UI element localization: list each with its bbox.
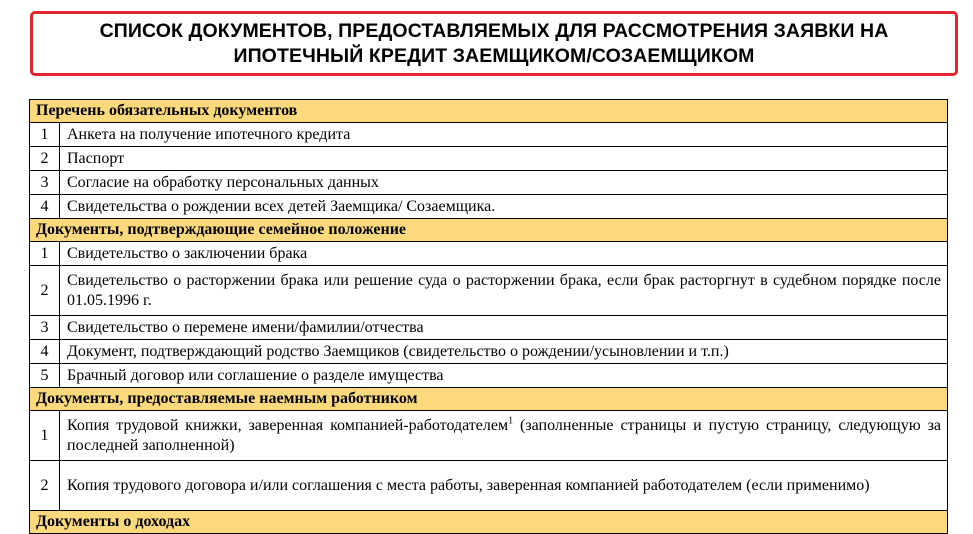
row-text: Паспорт [60,147,948,171]
row-text-part: (заполненные страницы и пустую страницу, следующую за последней заполненной) [67,416,941,454]
row-number: 2 [30,147,60,171]
section-heading: Документы о доходах [30,511,948,534]
table-row [30,171,948,195]
documents-table [29,99,948,534]
row-number: 4 [30,195,60,219]
row-number: 2 [30,266,60,316]
row-number: 2 [30,461,60,511]
row-text: Документ, подтверждающий родство Заемщиков (свидетельство о рождении/усыновлении и т.п.) [60,340,948,364]
section-heading: Документы, подтверждающие семейное положение [30,219,948,242]
table-row [30,266,948,316]
row-text: Анкета на получение ипотечного кредита [60,123,948,147]
row-text: Свидетельство о перемене имени/фамилии/отчества [60,316,948,340]
document-title-box [30,11,958,76]
row-number: 3 [30,316,60,340]
document-title-line-2: ИПОТЕЧНЫЙ КРЕДИТ ЗАЕМЩИКОМ/СОЗАЕМЩИКОМ [233,44,755,67]
row-text: Свидетельства о рождении всех детей Заемщика/ Созаемщика. [60,195,948,219]
row-number: 3 [30,171,60,195]
row-text: Свидетельство о заключении брака [60,242,948,266]
table-row [30,242,948,266]
section-header-family-status [30,219,948,242]
row-number: 1 [30,411,60,461]
row-text: Копия трудового договора и/или соглашения с места работы, заверенная компанией работодателем (если применимо) [60,461,948,511]
row-text: Брачный договор или соглашение о разделе имущества [60,364,948,388]
section-header-employee [30,388,948,411]
row-text-part: Копия трудовой книжки, заверенная компанией-работодателем [67,416,509,434]
table-row [30,364,948,388]
section-heading: Перечень обязательных документов [30,100,948,123]
table-row [30,147,948,171]
section-header-mandatory [30,100,948,123]
table-row [30,316,948,340]
document-title-line-1: СПИСОК ДОКУМЕНТОВ, ПРЕДОСТАВЛЯЕМЫХ ДЛЯ РАССМОТРЕНИЯ ЗАЯВКИ НА [99,19,889,42]
row-number: 4 [30,340,60,364]
section-header-income [30,511,948,534]
footnote-marker: 1 [508,415,514,427]
table-row [30,411,948,461]
section-heading: Документы, предоставляемые наемным работником [30,388,948,411]
row-text: Согласие на обработку персональных данных [60,171,948,195]
document-title [100,19,889,69]
row-number: 5 [30,364,60,388]
table-row [30,123,948,147]
row-number: 1 [30,242,60,266]
row-text: Свидетельство о расторжении брака или решение суда о расторжении брака, если брак расторгнут в судебном порядке после 01.05.1996 г. [60,266,948,316]
table-row [30,461,948,511]
row-text [60,411,948,461]
row-number: 1 [30,123,60,147]
table-row [30,195,948,219]
table-row [30,340,948,364]
